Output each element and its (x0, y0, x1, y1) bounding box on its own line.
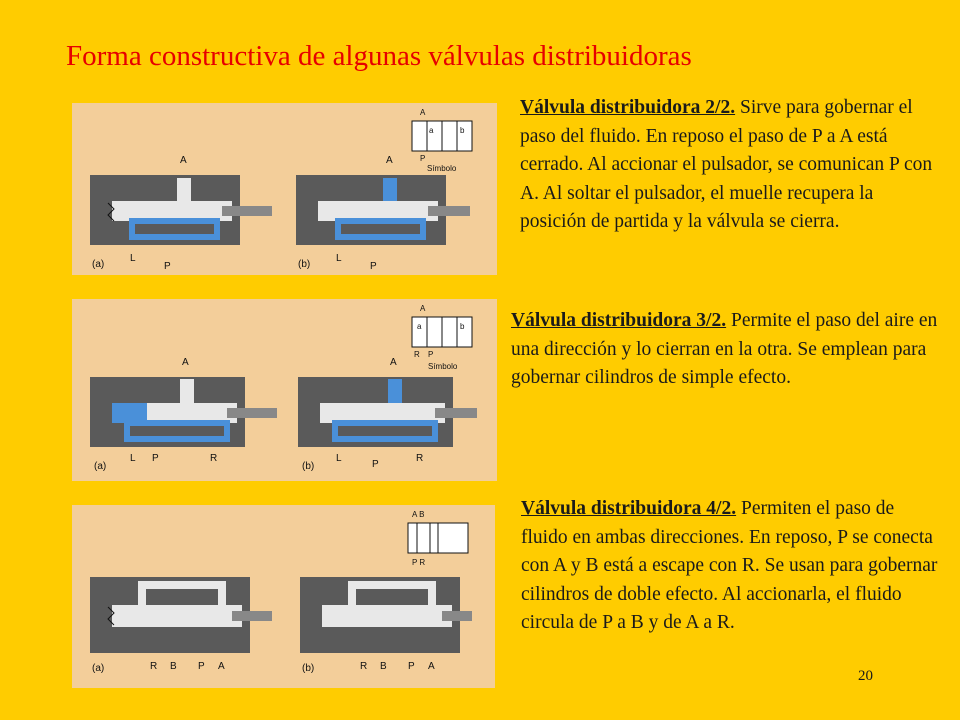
svg-text:A: A (420, 108, 426, 117)
svg-text:(b): (b) (302, 663, 315, 674)
svg-text:P: P (408, 661, 415, 672)
svg-text:P: P (164, 261, 171, 272)
svg-text:B: B (380, 661, 387, 672)
page-title: Forma constructiva de algunas válvulas distribuidoras (66, 40, 692, 72)
svg-text:R: R (210, 453, 218, 464)
svg-text:P: P (370, 261, 377, 272)
valve-body-left (90, 155, 272, 272)
svg-text:(a): (a) (92, 663, 105, 674)
svg-text:L: L (336, 253, 342, 264)
valve-4-2-text: Permiten el paso de fluido en ambas direcciones. En reposo, P se conecta con A y B está a escape con R. Se usan para gobernar cilindros de doble efecto. Al accionarla, el fluido circula de P a B y de A a R. (521, 498, 938, 633)
valve-3-2-description (511, 307, 941, 393)
valve-symbol (412, 304, 472, 371)
valve-body-left (90, 577, 272, 674)
svg-text:P: P (198, 661, 205, 672)
valve-2-2-description (520, 94, 940, 237)
svg-text:P: P (420, 154, 426, 163)
valve-2-2-text: Sirve para gobernar el paso del fluido. En reposo el paso de P a A está cerrado. Al accionar el pulsador, se comunican P con A. Al soltar el pulsador, el muelle recupera la posición de partida y la válvula se cierra. (520, 97, 933, 232)
svg-text:P: P (152, 453, 159, 464)
svg-text:R: R (414, 350, 420, 359)
valve-4-2-diagram (72, 505, 495, 688)
svg-text:P: P (372, 459, 379, 470)
svg-text:A: A (180, 155, 187, 166)
svg-text:(a): (a) (92, 259, 105, 270)
svg-text:P: P (428, 350, 434, 359)
svg-text:a: a (417, 322, 422, 331)
valve-3-2-heading: Válvula distribuidora 3/2. (511, 310, 727, 331)
valve-3-2-diagram (72, 299, 497, 481)
svg-text:A B: A B (412, 510, 425, 519)
svg-text:a: a (429, 126, 434, 135)
svg-text:A: A (390, 357, 397, 368)
valve-3-2-text: Permite el paso del aire en una dirección y lo cierran en la otra. Se emplean para gobernar cilindros de simple efecto. (511, 310, 938, 388)
valve-4-2-heading: Válvula distribuidora 4/2. (521, 498, 737, 519)
valve-4-2-description (521, 495, 941, 638)
valve-2-2-heading: Válvula distribuidora 2/2. (520, 97, 736, 118)
svg-text:b: b (460, 126, 465, 135)
page-number: 20 (858, 668, 873, 684)
svg-text:(a): (a) (94, 461, 107, 472)
svg-text:Símbolo: Símbolo (427, 164, 457, 173)
svg-text:P R: P R (412, 558, 426, 567)
svg-text:B: B (170, 661, 177, 672)
svg-text:(b): (b) (302, 461, 315, 472)
svg-text:R: R (150, 661, 158, 672)
valve-2-2-diagram (72, 103, 497, 275)
svg-text:A: A (420, 304, 426, 313)
valve-symbol (412, 108, 472, 173)
valve-body-right (298, 357, 477, 472)
svg-text:R: R (360, 661, 368, 672)
svg-text:Símbolo: Símbolo (428, 362, 458, 371)
svg-text:A: A (428, 661, 435, 672)
svg-text:R: R (416, 453, 424, 464)
svg-text:b: b (460, 322, 465, 331)
svg-text:A: A (218, 661, 225, 672)
svg-text:(b): (b) (298, 259, 311, 270)
svg-text:A: A (386, 155, 393, 166)
svg-text:L: L (336, 453, 342, 464)
svg-text:L: L (130, 453, 136, 464)
valve-body-left (90, 357, 277, 472)
svg-text:A: A (182, 357, 189, 368)
valve-symbol (408, 510, 468, 567)
svg-text:L: L (130, 253, 136, 264)
valve-body-right (300, 577, 472, 674)
